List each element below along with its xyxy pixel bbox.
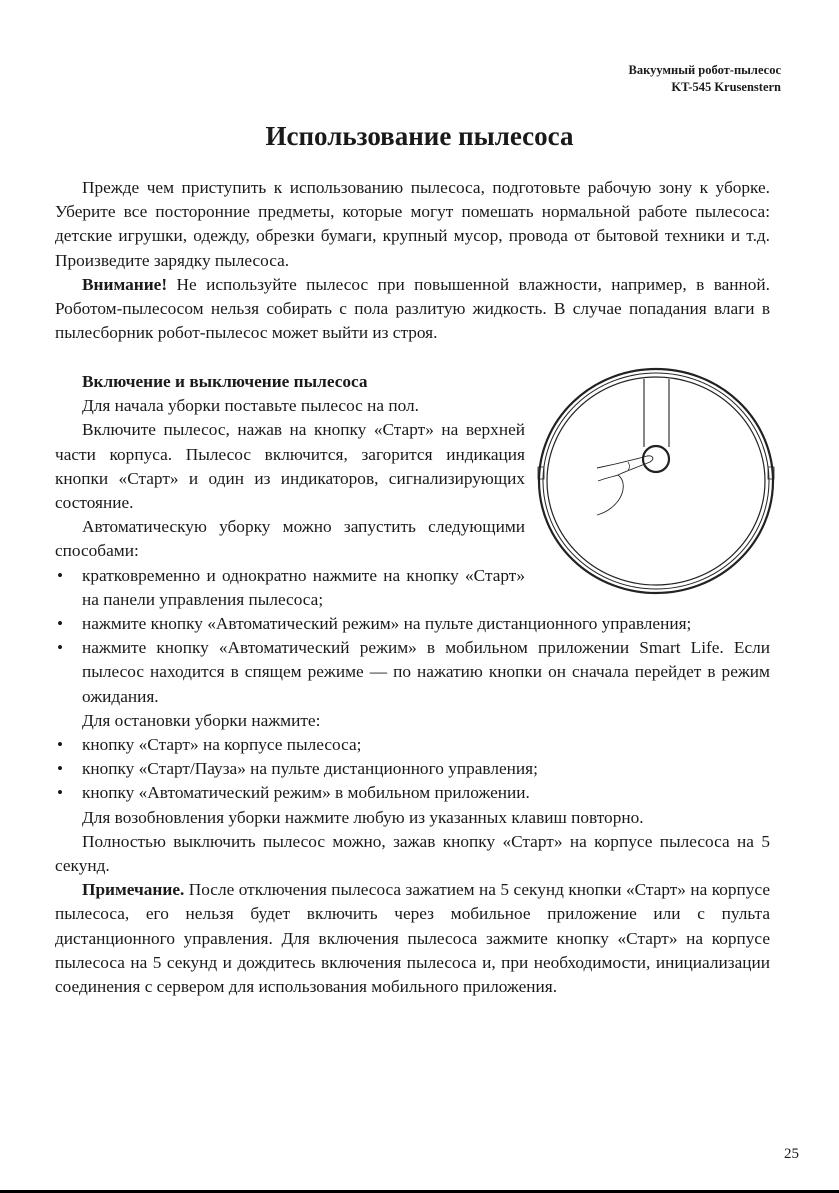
note-label: Примечание.: [82, 880, 185, 900]
note-paragraph: [55, 878, 770, 999]
running-header: [629, 62, 781, 96]
header-model: KT-545 Krusenstern: [671, 80, 781, 94]
page-number: 25: [784, 1146, 799, 1162]
bullet-icon: •: [57, 638, 64, 658]
bullet-icon: •: [57, 565, 64, 585]
warning-label: Внимание!: [82, 274, 168, 294]
auto-clean-intro: Автоматическую уборку можно запустить следующими способами:: [55, 517, 525, 561]
note-text: После отключения пылесоса зажатием на 5 секунд кнопки «Старт» на корпусе пылесоса, его нельзя будет включить через мобильное приложение или с пульта дистанционного управления. Для включения пылесоса зажмите кнопку «Старт» на корпусе пылесоса на 5 секунд и дождитесь включения пылесоса и, при необходимости, инициализации соединения с сервером для использования мобильного приложения.: [55, 880, 770, 997]
start-method-item: • нажмите кнопку «Автоматический режим» на пульте дистанционного управления;: [55, 612, 770, 636]
section-heading: Включение и выключение пылесоса: [82, 372, 368, 391]
start-method-item: • кратковременно и однократно нажмите на кнопку «Старт» на панели управления пылесоса;: [57, 565, 525, 609]
warning-text: Не используйте пылесос при повышенной влажности, например, в ванной. Роботом-пылесосом нельзя собирать с пола разлитую жидкость. В случае попадания влаги в пылесборник робот-пылесос может выйти из строя.: [55, 274, 770, 343]
stop-method-item: • кнопку «Старт» на корпусе пылесоса;: [55, 733, 770, 757]
bullet-icon: •: [57, 735, 64, 755]
resume-paragraph: Для возобновления уборки нажмите любую из указанных клавиш повторно.: [82, 807, 644, 827]
power-off-paragraph: Полностью выключить пылесос можно, зажав кнопку «Старт» на корпусе пылесоса на 5 секунд.: [55, 831, 770, 876]
start-method-item: • нажмите кнопку «Автоматический режим» в мобильном приложении Smart Life. Если пылесос находится в спящем режиме — по нажатию кнопки он сначала перейдет в режим ожидания.: [57, 638, 770, 706]
stop-intro: Для остановки уборки нажмите:: [82, 710, 321, 730]
bullet-icon: •: [57, 614, 64, 634]
bullet-icon: •: [57, 759, 64, 779]
narrow-column: [55, 394, 525, 612]
bullet-icon: •: [57, 783, 64, 803]
page-title: Использование пылесоса: [265, 121, 574, 151]
warning-paragraph: [55, 273, 770, 346]
header-product-type: Вакуумный робот-пылесос: [628, 63, 781, 77]
intro-block: [55, 176, 770, 345]
power-on-paragraph: Включите пылесос, нажав на кнопку «Старт» на верхней части корпуса. Пылесос включится, загорится индикация кнопки «Старт» и один из индикаторов, сигнализирующих состояние.: [55, 420, 525, 513]
place-on-floor-paragraph: Для начала уборки поставьте пылесос на пол.: [82, 396, 419, 416]
intro-paragraph: Прежде чем приступить к использованию пылесоса, подготовьте рабочую зону к уборке. Уберите все посторонние предметы, которые могут помешать нормальной работе пылесоса: детские игрушки, одежду, обрезки бумаги, крупный мусор, провода от бытовой техники и т.д. Произведите зарядку пылесоса.: [55, 178, 770, 270]
power-section: [55, 370, 770, 999]
stop-method-item: • кнопку «Старт/Пауза» на пульте дистанционного управления;: [55, 757, 770, 781]
stop-method-item: • кнопку «Автоматический режим» в мобильном приложении.: [55, 781, 770, 805]
